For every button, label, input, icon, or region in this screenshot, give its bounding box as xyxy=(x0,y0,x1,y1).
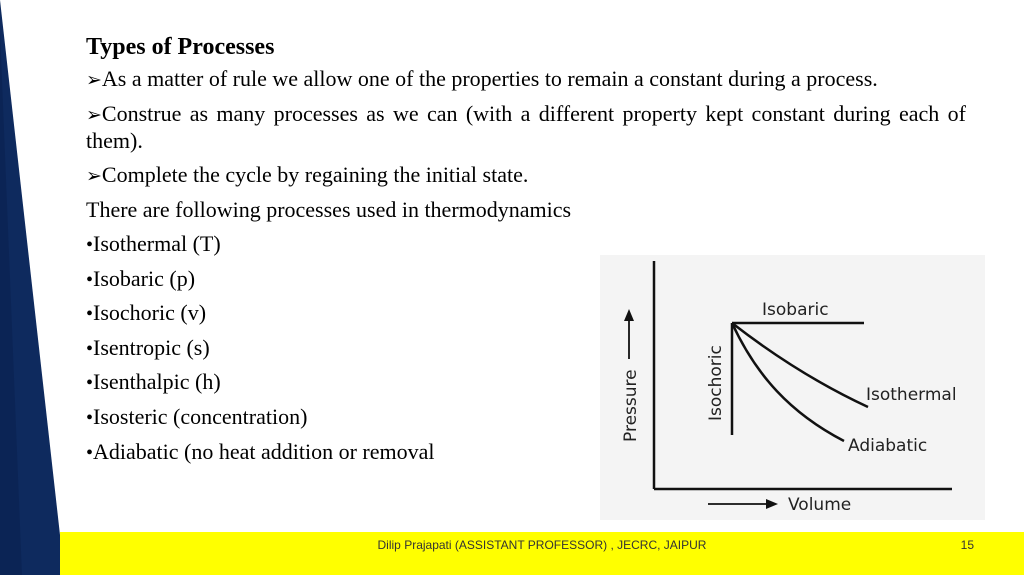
bullet-icon: • xyxy=(86,303,94,326)
arrow-point xyxy=(86,101,966,154)
bullet-icon: • xyxy=(86,406,94,429)
footer-text: Dilip Prajapati (ASSISTANT PROFESSOR) , JECRC, JAIPUR xyxy=(377,538,707,552)
bullet-icon: • xyxy=(86,234,94,256)
isothermal-label: Isothermal xyxy=(866,385,957,405)
isobaric-label: Isobaric xyxy=(762,300,829,320)
adiabatic-curve xyxy=(732,323,844,441)
arrow-point-text: Complete the cycle by regaining the initial state. xyxy=(101,162,529,187)
isochoric-label: Isochoric xyxy=(706,345,726,421)
arrow-bullet-icon: ➢ xyxy=(86,104,102,126)
volume-arrowhead-icon xyxy=(766,499,778,509)
bullet-icon: • xyxy=(86,441,94,464)
slide-number: 15 xyxy=(960,538,974,552)
list-item: •Isothermal (T) xyxy=(86,231,221,256)
isothermal-curve xyxy=(732,323,868,407)
slide-title: Types of Processes xyxy=(86,34,275,60)
list-item: •Isenthalpic (h) xyxy=(86,369,221,395)
y-axis-label: Pressure xyxy=(621,369,641,442)
list-item: •Adiabatic (no heat addition or removal xyxy=(86,438,435,464)
bullet-icon: • xyxy=(86,268,94,291)
arrow-bullet-icon: ➢ xyxy=(86,165,102,187)
list-item: •Isentropic (s) xyxy=(86,334,210,360)
sidebar-decoration xyxy=(0,0,60,575)
adiabatic-label: Adiabatic xyxy=(848,436,928,456)
arrow-point-text: Construe as many processes as we can (with a different property kept constant during each of them). xyxy=(86,101,966,153)
list-item: •Isochoric (v) xyxy=(86,300,207,326)
pressure-arrowhead-icon xyxy=(624,309,634,321)
x-axis-label: Volume xyxy=(788,495,852,515)
pv-diagram xyxy=(600,255,985,520)
list-item: •Isobaric (p) xyxy=(86,265,196,291)
bullet-icon: • xyxy=(86,337,94,360)
intro-text: There are following processes used in thermodynamics xyxy=(86,197,572,222)
arrow-point xyxy=(86,162,966,189)
arrow-point xyxy=(86,66,966,93)
bullet-icon: • xyxy=(86,372,94,395)
footer-bar xyxy=(60,532,1024,575)
arrow-point-text: As a matter of rule we allow one of the properties to remain a constant during a process. xyxy=(101,66,878,91)
pv-diagram-svg xyxy=(600,255,985,520)
arrow-bullet-icon: ➢ xyxy=(86,69,102,91)
list-item: •Isosteric (concentration) xyxy=(86,403,308,429)
